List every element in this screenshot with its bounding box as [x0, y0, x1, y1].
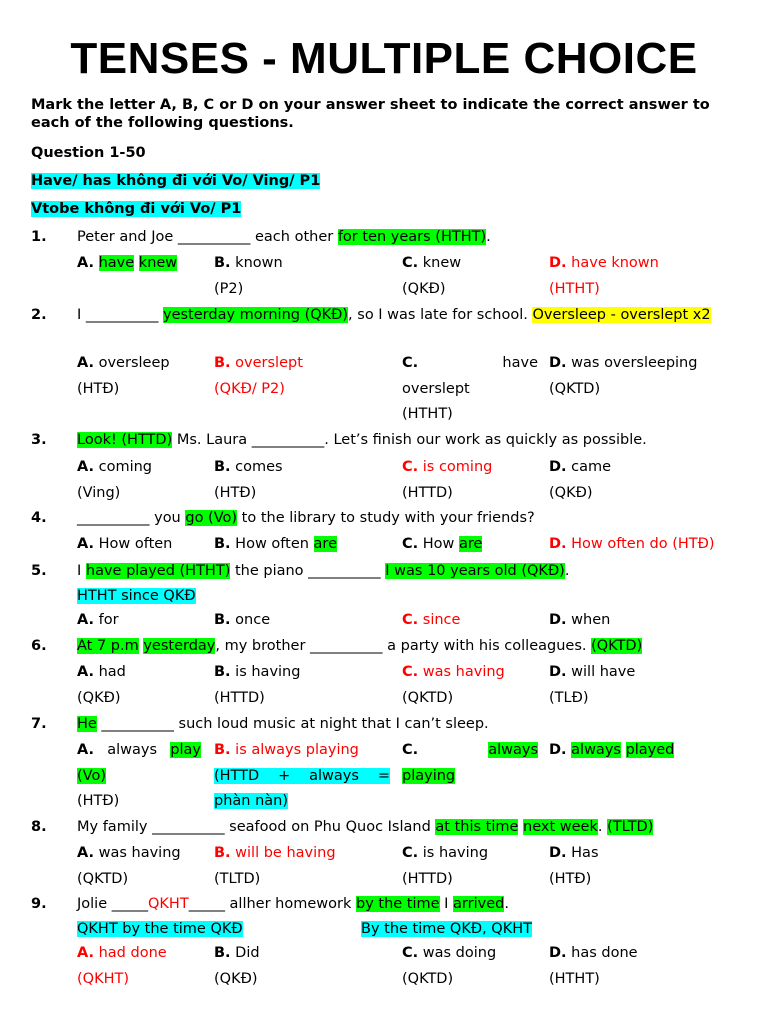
- text-fragment: was oversleeping: [571, 355, 698, 371]
- text-fragment: How: [422, 536, 460, 552]
- text-fragment: C.: [402, 945, 419, 961]
- text-fragment: D.: [549, 945, 567, 961]
- question-number: 5.: [31, 563, 47, 579]
- option-b[interactable]: [214, 251, 390, 302]
- text-fragment: A.: [77, 255, 94, 271]
- question-number: 3.: [31, 432, 47, 448]
- question-number: 1.: [31, 229, 47, 245]
- text-fragment: have: [98, 255, 135, 271]
- option-b[interactable]: [214, 841, 390, 892]
- text-fragment: (Ving): [77, 484, 121, 501]
- text-fragment: came: [571, 459, 612, 475]
- text-fragment: known: [235, 255, 283, 271]
- text-fragment: (HTĐ): [77, 793, 120, 809]
- text-fragment: Ms. Laura __________. Let’s finish our work as quickly as possible.: [172, 432, 647, 448]
- text-fragment: C.: [402, 845, 419, 861]
- text-fragment: knew: [422, 255, 462, 271]
- text-fragment: overslept: [235, 355, 303, 371]
- text-fragment: .: [597, 819, 608, 835]
- page-title: TENSES - MULTIPLE CHOICE: [70, 34, 698, 83]
- rule-note-1: Have/ has không đi với Vo/ Ving/ P1: [31, 173, 321, 189]
- text-fragment: B.: [214, 536, 231, 552]
- option-a[interactable]: [77, 455, 205, 506]
- text-fragment: D.: [549, 355, 567, 371]
- option-c[interactable]: [402, 455, 538, 506]
- text-fragment: was doing: [422, 945, 497, 961]
- text-fragment: Peter and Joe __________ each other: [77, 229, 338, 245]
- question-text: [77, 633, 642, 659]
- text-fragment: (HTHT): [549, 280, 600, 297]
- text-fragment: are: [313, 536, 337, 552]
- text-fragment: Oversleep - overslept x2: [532, 307, 711, 323]
- text-fragment: is having: [422, 845, 489, 861]
- text-fragment: (HTTD + always =: [214, 767, 390, 784]
- option-d[interactable]: [549, 455, 749, 506]
- text-fragment: , so I was late for school.: [348, 307, 533, 323]
- question-text: [77, 224, 491, 250]
- option-a[interactable]: [77, 738, 201, 815]
- text-fragment: B.: [214, 612, 231, 628]
- text-fragment: Has: [571, 845, 599, 861]
- text-fragment: I was 10 years old (QKĐ): [385, 563, 565, 579]
- grammar-note: QKHT by the time QKĐ: [77, 921, 243, 937]
- text-fragment: arrived: [453, 896, 505, 912]
- question-text: [77, 891, 509, 917]
- question-text: [77, 505, 535, 531]
- text-fragment: C.: [402, 355, 419, 371]
- option-d[interactable]: [549, 841, 749, 892]
- text-fragment: (HTTD): [402, 870, 453, 887]
- text-fragment: Look! (HTTD): [77, 432, 173, 448]
- text-fragment: At 7 p.m: [77, 638, 139, 654]
- text-fragment: for: [98, 612, 119, 628]
- text-fragment: had done: [98, 945, 167, 961]
- option-d[interactable]: [549, 608, 749, 634]
- option-c[interactable]: [402, 608, 538, 634]
- option-a[interactable]: [77, 532, 205, 558]
- text-fragment: (TLĐ): [549, 689, 589, 706]
- text-fragment: My family __________ seafood on Phu Quoc Island: [77, 819, 436, 835]
- option-a[interactable]: [77, 841, 205, 892]
- option-d[interactable]: [549, 941, 749, 992]
- text-fragment: A.: [77, 459, 94, 475]
- text-fragment: (HTĐ): [549, 870, 592, 887]
- option-b[interactable]: [214, 608, 390, 634]
- text-fragment: have known: [571, 255, 659, 271]
- text-fragment: (QKĐ): [549, 484, 593, 501]
- text-fragment: __________ such loud music at night that I can’t sleep.: [96, 716, 489, 732]
- text-fragment: (P2): [214, 280, 244, 297]
- text-fragment: comes: [235, 459, 283, 475]
- text-fragment: How often do (HTĐ): [571, 536, 715, 552]
- question-number: 9.: [31, 896, 47, 912]
- text-fragment: knew: [138, 255, 178, 271]
- option-d[interactable]: [549, 660, 749, 711]
- option-c[interactable]: [402, 532, 538, 558]
- text-fragment: C.: [402, 459, 419, 475]
- text-fragment: played: [625, 742, 675, 758]
- text-fragment: .: [504, 896, 509, 912]
- text-fragment: to the library to study with your friends?: [237, 510, 535, 526]
- option-c[interactable]: [402, 941, 538, 992]
- text-fragment: C.: [402, 664, 419, 680]
- text-fragment: (QKTD): [77, 870, 129, 887]
- text-fragment: (HTĐ): [77, 380, 120, 397]
- text-fragment: (TLTD): [607, 819, 654, 835]
- text-fragment: QKHT: [148, 896, 189, 912]
- text-fragment: A.: [77, 945, 94, 961]
- option-d[interactable]: [549, 738, 749, 764]
- text-fragment: is having: [235, 664, 301, 680]
- question-text: [77, 427, 647, 453]
- question-text: [77, 302, 727, 328]
- text-fragment: oversleep: [98, 355, 170, 371]
- text-fragment: A.: [77, 612, 94, 628]
- text-fragment: the piano __________: [230, 563, 386, 579]
- text-fragment: .: [486, 229, 491, 245]
- text-fragment: I __________: [77, 307, 163, 323]
- question-text: [77, 711, 489, 737]
- text-fragment: (QKĐ): [402, 280, 446, 297]
- text-fragment: He: [77, 716, 97, 732]
- text-fragment: is always playing: [235, 742, 359, 758]
- text-fragment: D.: [549, 459, 567, 475]
- text-fragment: for ten years (HTHT): [337, 229, 487, 245]
- text-fragment: go (Vo): [185, 510, 238, 526]
- option-b[interactable]: [214, 660, 390, 711]
- text-fragment: (QKTD): [549, 380, 601, 397]
- text-fragment: D.: [549, 536, 567, 552]
- text-fragment: I: [77, 563, 86, 579]
- text-fragment: B.: [214, 459, 231, 475]
- text-fragment: C.: [402, 612, 419, 628]
- text-fragment: when: [571, 612, 611, 628]
- text-fragment: is coming: [422, 459, 493, 475]
- text-fragment: playing: [402, 767, 456, 784]
- option-b[interactable]: [214, 941, 390, 992]
- question-number: 2.: [31, 307, 47, 323]
- option-b[interactable]: [214, 738, 390, 815]
- option-d[interactable]: [549, 251, 749, 302]
- text-fragment: (QKĐ): [77, 689, 121, 706]
- text-fragment: phàn nàn): [214, 793, 289, 809]
- question-number: 4.: [31, 510, 47, 526]
- text-fragment: Did: [235, 945, 260, 961]
- text-fragment: play: [170, 742, 201, 758]
- text-fragment: (HTHT): [402, 406, 453, 422]
- text-fragment: yesterday: [143, 638, 216, 654]
- text-fragment: (QKHT): [77, 970, 129, 987]
- text-fragment: A.: [77, 355, 94, 371]
- text-fragment: A.: [77, 845, 94, 861]
- text-fragment: have: [502, 355, 538, 371]
- question-text: [77, 814, 653, 840]
- text-fragment: yesterday morning (QKĐ): [163, 307, 349, 323]
- option-d[interactable]: [549, 351, 749, 402]
- text-fragment: B.: [214, 945, 231, 961]
- text-fragment: always: [488, 742, 538, 758]
- text-fragment: will have: [571, 664, 636, 680]
- text-fragment: B.: [214, 664, 231, 680]
- text-fragment: B.: [214, 355, 231, 371]
- text-fragment: (QKTD): [591, 638, 643, 654]
- option-a[interactable]: [77, 251, 205, 277]
- text-fragment: (TLTD): [214, 870, 261, 887]
- section-heading: Question 1-50: [31, 145, 146, 161]
- option-b[interactable]: [214, 532, 390, 558]
- text-fragment: .: [564, 563, 570, 579]
- option-c[interactable]: [402, 251, 538, 302]
- text-fragment: (QKTD): [402, 689, 454, 706]
- option-a[interactable]: [77, 941, 205, 992]
- option-d[interactable]: [549, 532, 749, 558]
- text-fragment: B.: [214, 742, 231, 758]
- text-fragment: (Vo): [77, 767, 106, 784]
- text-fragment: D.: [549, 664, 567, 680]
- text-fragment: C.: [402, 536, 419, 552]
- grammar-note: By the time QKĐ, QKHT: [361, 921, 532, 937]
- text-fragment: How often: [98, 536, 173, 552]
- text-fragment: will be having: [235, 845, 336, 861]
- text-fragment: D.: [549, 255, 567, 271]
- text-fragment: next week: [523, 819, 598, 835]
- question-number: 6.: [31, 638, 47, 654]
- instructions: Mark the letter A, B, C or D on your answer sheet to indicate the correct answer to each of the following questions.: [31, 97, 710, 131]
- rule-note-2: Vtobe không đi với Vo/ P1: [31, 201, 242, 217]
- option-c[interactable]: [402, 738, 538, 789]
- text-fragment: always: [107, 742, 158, 758]
- text-fragment: coming: [98, 459, 153, 475]
- text-fragment: overslept: [402, 380, 470, 397]
- text-fragment: D.: [549, 742, 567, 758]
- text-fragment: since: [422, 612, 461, 628]
- option-a[interactable]: [77, 608, 205, 634]
- text-fragment: B.: [214, 845, 231, 861]
- text-fragment: How often: [235, 536, 314, 552]
- text-fragment: , my brother __________ a party with his colleagues.: [215, 638, 592, 654]
- text-fragment: __________ you: [77, 510, 186, 526]
- grammar-note: HTHT since QKĐ: [77, 588, 196, 604]
- text-fragment: (QKĐ): [214, 970, 258, 987]
- text-fragment: have played (HTHT): [85, 563, 231, 579]
- option-b[interactable]: [214, 455, 390, 506]
- text-fragment: was having: [422, 664, 505, 680]
- question-number: 8.: [31, 819, 47, 835]
- text-fragment: C.: [402, 255, 419, 271]
- option-a[interactable]: [77, 351, 205, 402]
- text-fragment: at this time: [435, 819, 519, 835]
- option-c[interactable]: [402, 660, 538, 711]
- text-fragment: A.: [77, 664, 94, 680]
- question-number: 7.: [31, 716, 47, 732]
- text-fragment: C.: [402, 742, 419, 758]
- text-fragment: was having: [98, 845, 181, 861]
- text-fragment: are: [459, 536, 483, 552]
- text-fragment: (QKĐ/ P2): [214, 380, 285, 397]
- text-fragment: (HTTD): [402, 484, 453, 501]
- option-b[interactable]: [214, 351, 390, 402]
- text-fragment: Jolie _____: [77, 896, 148, 912]
- option-c[interactable]: [402, 351, 538, 428]
- text-fragment: (HTTD): [214, 689, 265, 706]
- text-fragment: A.: [77, 536, 94, 552]
- text-fragment: had: [98, 664, 126, 680]
- option-c[interactable]: [402, 841, 538, 892]
- text-fragment: (HTĐ): [214, 484, 257, 501]
- text-fragment: B.: [214, 255, 231, 271]
- text-fragment: I: [439, 896, 454, 912]
- text-fragment: once: [235, 612, 271, 628]
- text-fragment: D.: [549, 612, 567, 628]
- text-fragment: D.: [549, 845, 567, 861]
- text-fragment: always: [571, 742, 621, 758]
- question-text: [77, 558, 569, 584]
- text-fragment: (HTHT): [549, 970, 600, 987]
- text-fragment: A.: [77, 742, 94, 758]
- option-a[interactable]: [77, 660, 205, 711]
- text-fragment: (QKTD): [402, 970, 454, 987]
- text-fragment: _____ allher homework: [188, 896, 356, 912]
- text-fragment: has done: [571, 945, 638, 961]
- text-fragment: by the time: [355, 896, 440, 912]
